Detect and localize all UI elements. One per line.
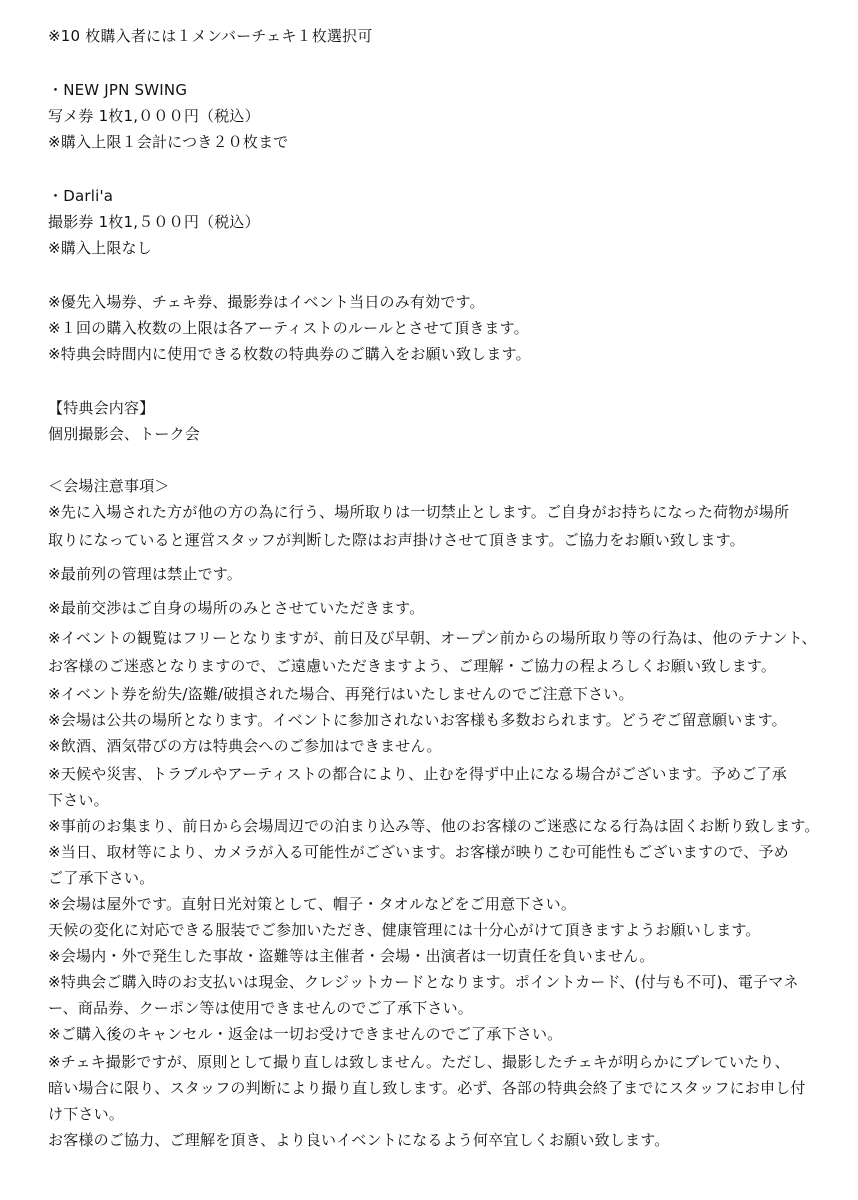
purchase-limit: ※購入上限なし — [48, 239, 152, 257]
closing-message: お客様のご協力、ご理解を頂き、より良いイベントになるよう何卒宜しくお願い致します。 — [48, 1131, 670, 1149]
bonus-note: ※10 枚購入者には１メンバーチェキ１枚選択可 — [48, 27, 373, 45]
venue-note-line: ※会場は屋外です。直射日光対策として、帽子・タオルなどをご用意下さい。 — [48, 895, 577, 913]
venue-note-line: ※イベント券を紛失/盗難/破損された場合、再発行はいたしませんのでご注意下さい。 — [48, 685, 634, 703]
ticket-note: ※特典会時間内に使用できる枚数の特典券のご購入をお願い致します。 — [48, 345, 531, 363]
venue-note-line: ー、商品券、クーポン等は使用できませんのでご了承下さい。 — [48, 999, 474, 1017]
venue-note-line: 下さい。 — [48, 791, 109, 809]
event-content-heading: 【特典会内容】 — [48, 399, 155, 417]
venue-note-line: ※最前列の管理は禁止です。 — [48, 565, 242, 583]
venue-note-line: け下さい。 — [48, 1105, 125, 1123]
venue-note-line: ※事前のお集まり、前日から会場周辺での泊まり込み等、他のお客様のご迷惑になる行為は固くお断り致します。 — [48, 817, 820, 835]
ticket-note: ※優先入場券、チェキ券、撮影券はイベント当日のみ有効です。 — [48, 293, 485, 311]
venue-note-line: ※会場は公共の場所となります。イベントに参加されないお客様も多数おられます。どうぞご留意願います。 — [48, 711, 787, 729]
venue-note-line: 暗い場合に限り、スタッフの判断により撮り直し致します。必ず、各部の特典会終了までにスタッフにお申し付 — [48, 1079, 806, 1097]
venue-note-line: 取りになっていると運営スタッフが判断した際はお声掛けさせて頂きます。ご協力をお願い致します。 — [48, 531, 745, 549]
venue-note-line: ※会場内・外で発生した事故・盗難等は主催者・会場・出演者は一切責任を負いません。 — [48, 947, 655, 965]
venue-note-line: お客様のご迷惑となりますので、ご遠慮いただきますよう、ご理解・ご協力の程よろしくお願い致します。 — [48, 657, 777, 675]
venue-note-line: ご了承下さい。 — [48, 869, 155, 887]
ticket-price: 撮影券 1枚1,５００円（税込） — [48, 213, 260, 231]
venue-note-line: ※チェキ撮影ですが、原則として撮り直しは致しません。ただし、撮影したチェキが明らかにブレていたり、 — [48, 1053, 790, 1071]
artist-name: ・NEW JPN SWING — [48, 81, 188, 99]
purchase-limit: ※購入上限１会計につき２０枚まで — [48, 133, 289, 151]
ticket-note: ※１回の購入枚数の上限は各アーティストのルールとさせて頂きます。 — [48, 319, 529, 337]
venue-note-line: ※最前交渉はご自身の場所のみとさせていただきます。 — [48, 599, 425, 617]
event-content-body: 個別撮影会、トーク会 — [48, 425, 201, 443]
venue-note-line: ※特典会ご購入時のお支払いは現金、クレジットカードとなります。ポイントカード、(付与も不可)、電子マネ — [48, 973, 799, 991]
venue-note-line: ※ご購入後のキャンセル・返金は一切お受けできませんのでご了承下さい。 — [48, 1025, 563, 1043]
artist-name: ・Darli'a — [48, 187, 114, 205]
venue-heading: ＜会場注意事項＞ — [48, 477, 170, 495]
ticket-price: 写メ券 1枚1,０００円（税込） — [48, 107, 260, 125]
venue-note-line: ※先に入場された方が他の方の為に行う、場所取りは一切禁止とします。ご自身がお持ちになった荷物が場所 — [48, 503, 790, 521]
venue-note-line: ※当日、取材等により、カメラが入る可能性がございます。お客様が映りこむ可能性もございますので、予め — [48, 843, 789, 861]
venue-note-line: 天候の変化に対応できる服装でご参加いただき、健康管理には十分心がけて頂きますようお願いします。 — [48, 921, 761, 939]
venue-note-line: ※天候や災害、トラブルやアーティストの都合により、止むを得ず中止になる場合がございます。予めご了承 — [48, 765, 787, 783]
venue-note-line: ※イベントの観覧はフリーとなりますが、前日及び早朝、オープン前からの場所取り等の行為は、他のテナント、 — [48, 629, 817, 647]
venue-note-line: ※飲酒、酒気帯びの方は特典会へのご参加はできません。 — [48, 737, 442, 755]
